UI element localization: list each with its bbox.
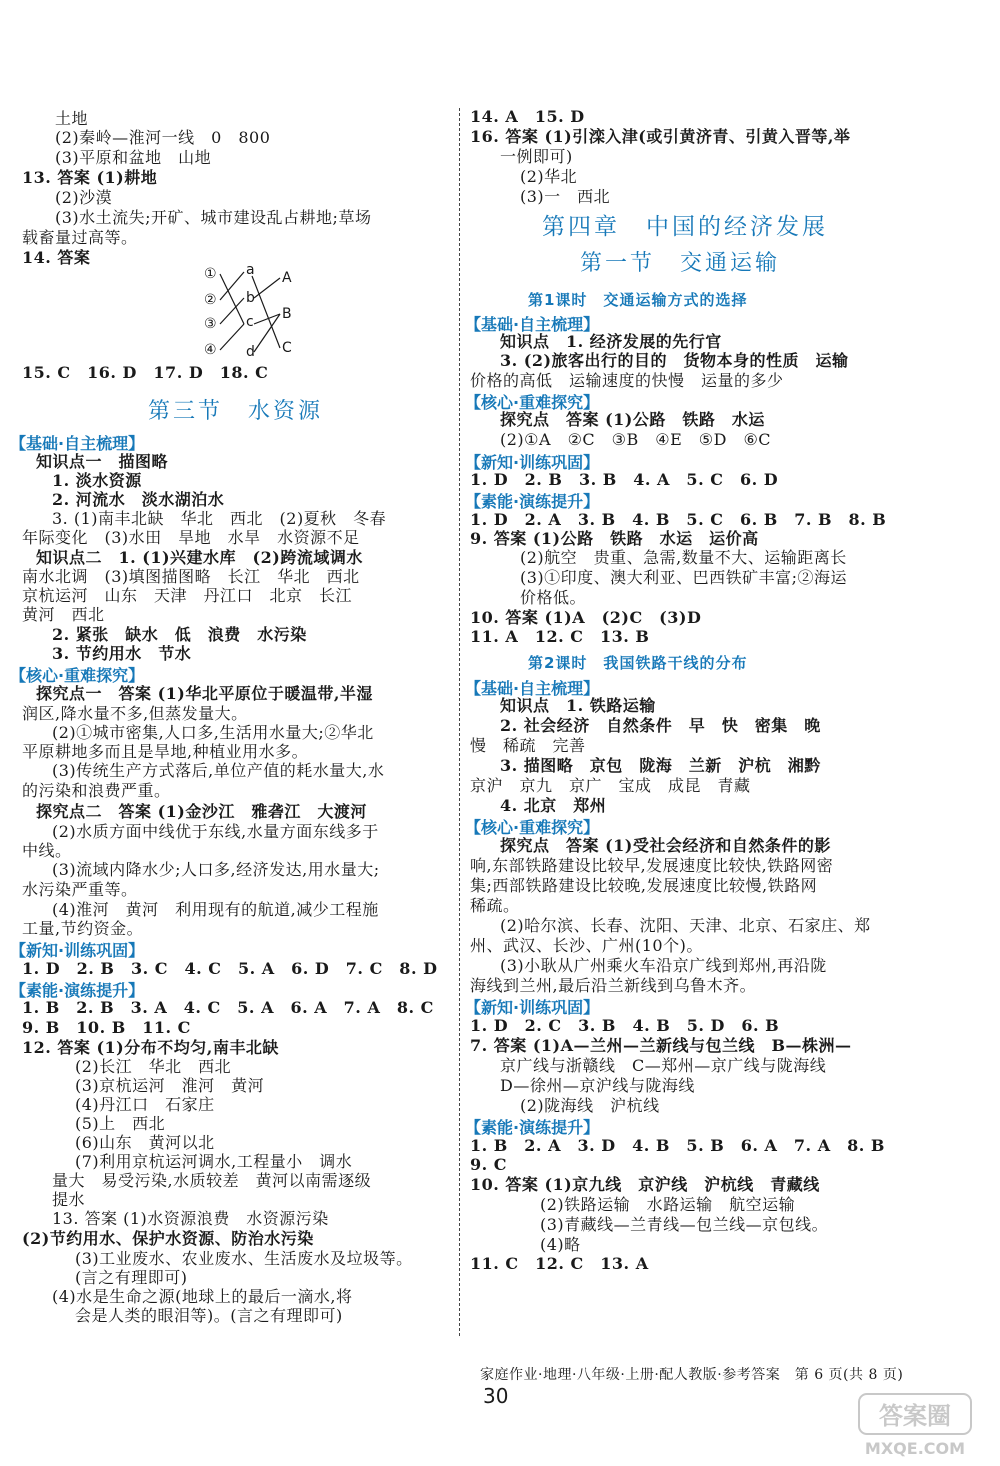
answer-line: 稀疏。 xyxy=(470,896,520,915)
matching-lines xyxy=(220,272,280,352)
answer-line: 的污染和浪费严重。 xyxy=(22,781,171,800)
answer-line: (2)陇海线 沪杭线 xyxy=(520,1096,660,1115)
chapter-title: 第四章 中国的经济发展 xyxy=(542,214,828,240)
answer-line: 2. 社会经济 自然条件 早 快 密集 晚 xyxy=(500,716,821,735)
page-footer: 家庭作业·地理·八年级·上册·配人教版·参考答案 第 6 页(共 8 页) xyxy=(480,1367,904,1383)
answer-line: 一例即可) xyxy=(500,147,573,166)
answer-line: (4)淮河 黄河 利用现有的航道,减少工程施 xyxy=(52,900,379,919)
answer-line: 京广线与浙赣线 C—郑州—京广线与陇海线 xyxy=(500,1056,827,1075)
answer-line: (3)小耿从广州乘火车沿京广线到郑州,再沿陇 xyxy=(500,956,827,975)
match-node-A: A xyxy=(282,270,292,286)
answer-line: 探究点一 答案 (1)华北平原位于暖温带,半湿 xyxy=(36,684,373,703)
answer-line: 1. D 2. B 3. B 4. A 5. C 6. D xyxy=(470,470,779,489)
answer-line: 知识点一 描图略 xyxy=(36,452,169,471)
answer-line: 3. (1)南丰北缺 华北 西北 (2)夏秋 冬春 xyxy=(52,509,387,528)
answer-line: (2)①城市密集,人口多,生活用水量大;②华北 xyxy=(52,723,374,742)
lesson-title: 第2课时 我国铁路干线的分布 xyxy=(528,654,748,672)
answer-line: 10. 答案 (1)A (2)C (3)D xyxy=(470,608,702,627)
answer-line: 京沪 京九 京广 宝成 成昆 青藏 xyxy=(470,776,751,795)
match-node-3: ③ xyxy=(204,316,217,332)
answer-line: 知识点二 1. (1)兴建水库 (2)跨流域调水 xyxy=(36,548,363,567)
answer-line: 中线。 xyxy=(22,841,72,860)
bracket-heading: 【核心·重难探究】 xyxy=(465,818,600,837)
answer-line: 1. D 2. C 3. B 4. B 5. D 6. B xyxy=(470,1016,780,1035)
answer-line: 提水 xyxy=(52,1190,86,1209)
answer-line: 响,东部铁路建设比较早,发展速度比较快,铁路网密 xyxy=(470,856,834,875)
answer-line: (3)水土流失;开矿、城市建设乱占耕地;草场 xyxy=(55,208,372,227)
answer-line: 4. 北京 郑州 xyxy=(500,796,607,815)
answer-line: 知识点 1. 铁路运输 xyxy=(500,696,656,715)
answer-line: 会是人类的眼泪等)。(言之有理即可) xyxy=(75,1306,343,1325)
logo-url: MXQE.COM xyxy=(864,1439,966,1458)
logo-text: 答案圈 xyxy=(879,1402,951,1430)
match-node-4: ④ xyxy=(204,342,217,358)
lesson-title: 第1课时 交通运输方式的选择 xyxy=(528,291,748,309)
answer-line: 州、武汉、长沙、广州(10个)。 xyxy=(470,936,703,955)
answer-line: (2)秦岭—淮河一线 0 800 xyxy=(55,128,271,147)
answer-line: 平原耕地多而且是旱地,种植业用水多。 xyxy=(22,742,309,761)
answer-line: (3)流域内降水少;人口多,经济发达,用水量大; xyxy=(52,860,380,879)
answer-line: (3)传统生产方式落后,单位产值的耗水量大,水 xyxy=(52,761,385,780)
bracket-heading: 【新知·训练巩固】 xyxy=(465,453,600,472)
answer-line: 2. 紧张 缺水 低 浪费 水污染 xyxy=(52,625,307,644)
answer-line: 1. B 2. B 3. A 4. C 5. A 6. A 7. A 8. C xyxy=(22,998,434,1017)
answer-line: 慢 稀疏 完善 xyxy=(470,736,586,755)
answer-line: 7. 答案 (1)A—兰州—兰新线与包兰线 B—株洲— xyxy=(470,1036,852,1055)
answer-line: 探究点 答案 (1)受社会经济和自然条件的影 xyxy=(500,836,831,855)
answer-line: 量大 易受污染,水质较差 黄河以南需逐级 xyxy=(52,1171,372,1190)
answer-line: (2)长江 华北 西北 xyxy=(75,1057,232,1076)
answer-line: 黄河 西北 xyxy=(22,605,105,624)
answer-line: (言之有理即可) xyxy=(75,1268,188,1287)
answer-line: 工量,节约资金。 xyxy=(22,919,144,938)
bracket-heading: 【基础·自主梳理】 xyxy=(465,679,600,698)
answer-line: 集;西部铁路建设比较晚,发展速度比较慢,铁路网 xyxy=(470,876,818,895)
answer-line: 12. 答案 (1)分布不均匀,南丰北缺 xyxy=(22,1038,279,1057)
match-node-a: a xyxy=(246,262,255,278)
answer-line: (2)水质方面中线优于东线,水量方面东线多于 xyxy=(52,822,379,841)
answer-line: 土地 xyxy=(55,109,89,128)
answer-line: 价格低。 xyxy=(520,588,587,607)
answer-line: (3)京杭运河 淮河 黄河 xyxy=(75,1076,265,1095)
answer-line: (6)山东 黄河以北 xyxy=(75,1133,215,1152)
answer-line: (7)利用京杭运河调水,工程量小 调水 xyxy=(75,1152,353,1171)
answer-line: (2)铁路运输 水路运输 航空运输 xyxy=(540,1195,796,1214)
bracket-heading: 【素能·演练提升】 xyxy=(465,492,600,511)
match-node-C: C xyxy=(282,340,292,356)
answer-line: 1. B 2. A 3. D 4. B 5. B 6. A 7. A 8. B xyxy=(470,1136,885,1155)
answer-line: 价格的高低 运输速度的快慢 运量的多少 xyxy=(470,371,784,390)
answer-line: 9. B 10. B 11. C xyxy=(22,1018,191,1037)
answer-line: 16. 答案 (1)引滦入津(或引黄济青、引黄入晋等,举 xyxy=(470,127,851,146)
answer-line: D—徐州—京沪线与陇海线 xyxy=(500,1076,695,1095)
answer-line: 探究点二 答案 (1)金沙江 雅砻江 大渡河 xyxy=(36,802,367,821)
answer-line: 南水北调 (3)填图描图略 长江 华北 西北 xyxy=(22,567,360,586)
answer-line: 9. C xyxy=(470,1155,508,1174)
section-title: 第一节 交通运输 xyxy=(580,251,781,276)
answer-line: (2)华北 xyxy=(520,167,578,186)
page-number: 30 xyxy=(483,1384,509,1408)
answer-line: (3)工业废水、农业废水、生活废水及垃圾等。 xyxy=(75,1249,413,1268)
answer-line: 11. C 12. C 13. A xyxy=(470,1254,649,1273)
answer-line: (4)略 xyxy=(540,1235,581,1254)
answer-line: 知识点 1. 经济发展的先行官 xyxy=(500,332,722,351)
match-node-2: ② xyxy=(204,292,217,308)
answer-line: 1. D 2. B 3. C 4. C 5. A 6. D 7. C 8. D xyxy=(22,959,438,978)
match-node-b: b xyxy=(246,290,255,306)
bracket-heading: 【核心·重难探究】 xyxy=(10,666,145,685)
answer-line: (3)平原和盆地 山地 xyxy=(55,148,212,167)
answer-line: 海线到兰州,最后沿兰新线到乌鲁木齐。 xyxy=(470,976,757,995)
bracket-heading: 【基础·自主梳理】 xyxy=(10,434,145,453)
bracket-heading: 【素能·演练提升】 xyxy=(10,981,145,1000)
answer-line: 京杭运河 山东 天津 丹江口 北京 长江 xyxy=(22,586,353,605)
answer-line: (5)上 西北 xyxy=(75,1114,166,1133)
answer-line: (3)青藏线—兰青线—包兰线—京包线。 xyxy=(540,1215,829,1234)
answer-line: 3. 描图略 京包 陇海 兰新 沪杭 湘黔 xyxy=(500,756,821,775)
bracket-heading: 【素能·演练提升】 xyxy=(465,1118,600,1137)
bracket-heading: 【基础·自主梳理】 xyxy=(465,315,600,334)
answer-line: (3)①印度、澳大利亚、巴西铁矿丰富;②海运 xyxy=(520,568,848,587)
answer-line: 10. 答案 (1)京九线 京沪线 沪杭线 青藏线 xyxy=(470,1175,820,1194)
answer-line: (2)①A ②C ③B ④E ⑤D ⑥C xyxy=(500,430,772,449)
answer-line: 探究点 答案 (1)公路 铁路 水运 xyxy=(500,410,765,429)
answer-line: (2)节约用水、保护水资源、防治水污染 xyxy=(22,1229,314,1248)
answer-line: 13. 答案 (1)水资源浪费 水资源污染 xyxy=(52,1209,329,1228)
match-node-d: d xyxy=(246,344,255,360)
answer-line: 13. 答案 (1)耕地 xyxy=(22,168,158,187)
answer-line: 水污染严重等。 xyxy=(22,880,138,899)
answer-line: 年际变化 (3)水田 旱地 水旱 水资源不足 xyxy=(22,528,360,547)
answer-line: 14. A 15. D xyxy=(470,107,585,126)
column-divider xyxy=(459,108,460,1336)
answer-line: 1. D 2. A 3. B 4. B 5. C 6. B 7. B 8. B xyxy=(470,510,887,529)
answer-line: (4)丹江口 石家庄 xyxy=(75,1095,215,1114)
match-node-B: B xyxy=(282,306,292,322)
answer-line: 1. 淡水资源 xyxy=(52,471,142,490)
section-title: 第三节 水资源 xyxy=(148,399,324,424)
answer-line: (2)航空 贵重、急需,数量不大、运输距离长 xyxy=(520,548,847,567)
answer-line: 15. C 16. D 17. D 18. C xyxy=(22,363,269,382)
answer-line: (4)水是生命之源(地球上的最后一滴水,将 xyxy=(52,1287,353,1306)
matching-diagram xyxy=(196,262,306,362)
answer-line: (2)沙漠 xyxy=(55,188,113,207)
answer-line: 润区,降水量不多,但蒸发量大。 xyxy=(22,704,248,723)
answer-line: 3. 节约用水 节水 xyxy=(52,644,192,663)
answer-line: 9. 答案 (1)公路 铁路 水运 运价高 xyxy=(470,529,759,548)
match-node-1: ① xyxy=(204,266,217,282)
answer-line: 2. 河流水 淡水湖泊水 xyxy=(52,490,225,509)
watermark-logo xyxy=(855,1388,975,1460)
bracket-heading: 【新知·训练巩固】 xyxy=(10,941,145,960)
answer-line: 11. A 12. C 13. B xyxy=(470,627,650,646)
bracket-heading: 【核心·重难探究】 xyxy=(465,393,600,412)
answer-line: (3)一 西北 xyxy=(520,187,611,206)
answer-line: 14. 答案 xyxy=(22,248,91,267)
answer-line: 载畜量过高等。 xyxy=(22,228,138,247)
bracket-heading: 【新知·训练巩固】 xyxy=(465,998,600,1017)
answer-line: (2)哈尔滨、长春、沈阳、天津、北京、石家庄、郑 xyxy=(500,916,871,935)
answer-line: 3. (2)旅客出行的目的 货物本身的性质 运输 xyxy=(500,351,849,370)
match-node-c: c xyxy=(246,314,254,330)
